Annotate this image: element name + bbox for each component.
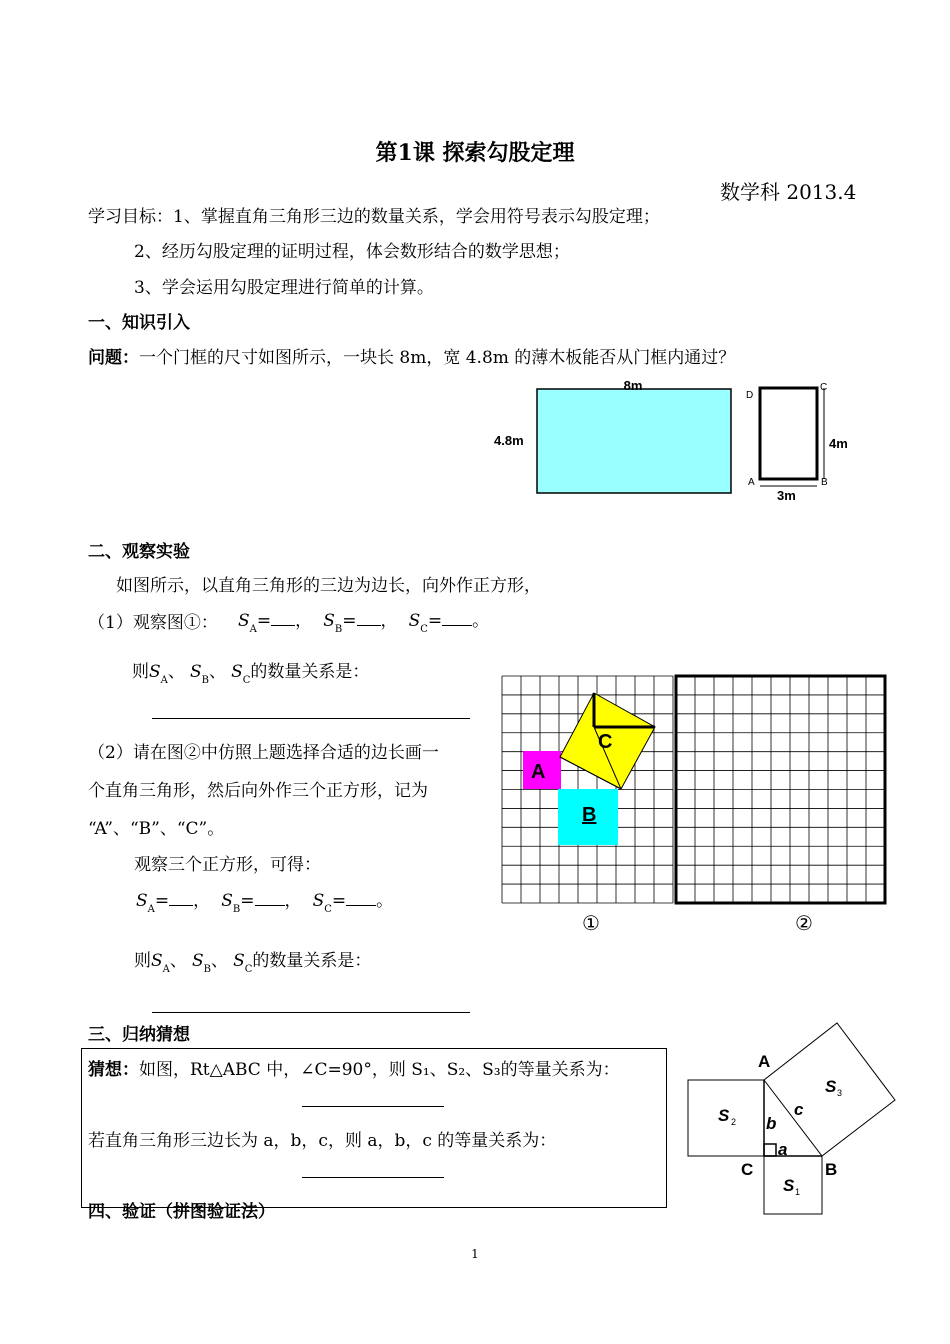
section-2-heading: 二、观察实验 xyxy=(88,542,190,562)
part-2-expr: $S_A=$ ， $S_B=$ ， $S_C=$ 。 xyxy=(136,891,394,915)
guess-line-2: 若直角三角形三边长为 a，b，c，则 a，b，c 的等量关系为： xyxy=(88,1131,557,1151)
part-1-label: （1）观察图①： xyxy=(88,613,218,633)
fig-1-label: ① xyxy=(582,913,600,935)
svg-text:B: B xyxy=(825,1160,838,1179)
guess-answer-2[interactable] xyxy=(302,1177,444,1178)
door-width-label: 3m xyxy=(777,488,796,503)
question-label: 问题： xyxy=(88,348,139,368)
svg-text:3: 3 xyxy=(837,1088,843,1098)
grid-label-b: B xyxy=(582,804,597,826)
svg-text:b: b xyxy=(766,1114,777,1133)
board-width-label: 4.8m xyxy=(494,433,524,448)
part-2-line-1: （2）请在图②中仿照上题选择合适的边长画一 xyxy=(88,743,439,763)
part-1-expr: $S_A=$ ， $S_B=$ ， $S_C=$ 。 xyxy=(238,611,490,635)
svg-text:S: S xyxy=(825,1077,837,1096)
goal-2: 2、经历勾股定理的证明过程，体会数形结合的数学思想； xyxy=(134,242,570,262)
svg-text:S: S xyxy=(783,1176,795,1195)
part-2-line-4: 观察三个正方形，可得： xyxy=(134,855,321,875)
byline: 数学科 2013.4 xyxy=(720,180,857,204)
grid-label-a: A xyxy=(531,761,546,783)
door-label-c: C xyxy=(820,382,828,393)
part-1-relation: 则$S_A$、 $S_B$、 $S_C$的数量关系是： xyxy=(132,662,370,686)
svg-text:C: C xyxy=(741,1160,754,1179)
section-4-heading: 四、验证（拼图验证法） xyxy=(88,1202,275,1222)
door-height-label: 4m xyxy=(829,436,848,451)
guess-answer-1[interactable] xyxy=(302,1106,444,1107)
door-label-d: D xyxy=(746,390,754,401)
question-line xyxy=(88,343,735,368)
answer-line-1[interactable] xyxy=(152,718,470,719)
svg-text:c: c xyxy=(794,1100,804,1119)
part-2-relation: 则$S_A$、 $S_B$、 $S_C$的数量关系是： xyxy=(134,951,372,975)
section-3-heading: 三、归纳猜想 xyxy=(88,1025,190,1045)
section-1-heading: 一、知识引入 xyxy=(88,313,190,333)
part-2-line-3: “A”、“B”、“C”。 xyxy=(88,819,225,839)
door-label-a: A xyxy=(748,477,755,488)
grid-label-c: C xyxy=(598,731,613,753)
board-length-label: 8m xyxy=(623,378,643,393)
question-text: 一个门框的尺寸如图所示，一块长 8m，宽 4.8m 的薄木板能否从门框内通过？ xyxy=(139,348,736,368)
page-number: 1 xyxy=(471,1247,479,1261)
fig-2-label: ② xyxy=(795,913,813,935)
pythagoras-figure xyxy=(680,1015,905,1220)
board-rect xyxy=(537,389,731,493)
svg-text:S: S xyxy=(718,1106,730,1125)
svg-text:A: A xyxy=(758,1052,771,1071)
door-board-figure xyxy=(490,378,860,508)
answer-line-2[interactable] xyxy=(152,1012,470,1013)
part-2-line-2: 个直角三角形，然后向外作三个正方形，记为 xyxy=(88,781,428,801)
svg-text:2: 2 xyxy=(731,1117,737,1127)
svg-text:1: 1 xyxy=(795,1187,801,1197)
svg-text:a: a xyxy=(778,1140,788,1159)
page-title: 第1课 探索勾股定理 xyxy=(375,140,575,166)
goal-1: 学习目标：1、掌握直角三角形三边的数量关系，学会用符号表示勾股定理； xyxy=(88,207,660,227)
guess-line: 猜想：如图，Rt△ABC 中，∠C=90°，则 S₁、S₂、S₃的等量关系为： xyxy=(88,1060,620,1080)
grid-2 xyxy=(676,676,885,903)
door-frame xyxy=(760,388,817,479)
door-label-b: B xyxy=(821,477,828,488)
section-2-intro: 如图所示，以直角三角形的三边为边长，向外作正方形， xyxy=(116,576,541,596)
grid-figure xyxy=(490,668,900,938)
goal-3: 3、学会运用勾股定理进行简单的计算。 xyxy=(134,278,434,298)
